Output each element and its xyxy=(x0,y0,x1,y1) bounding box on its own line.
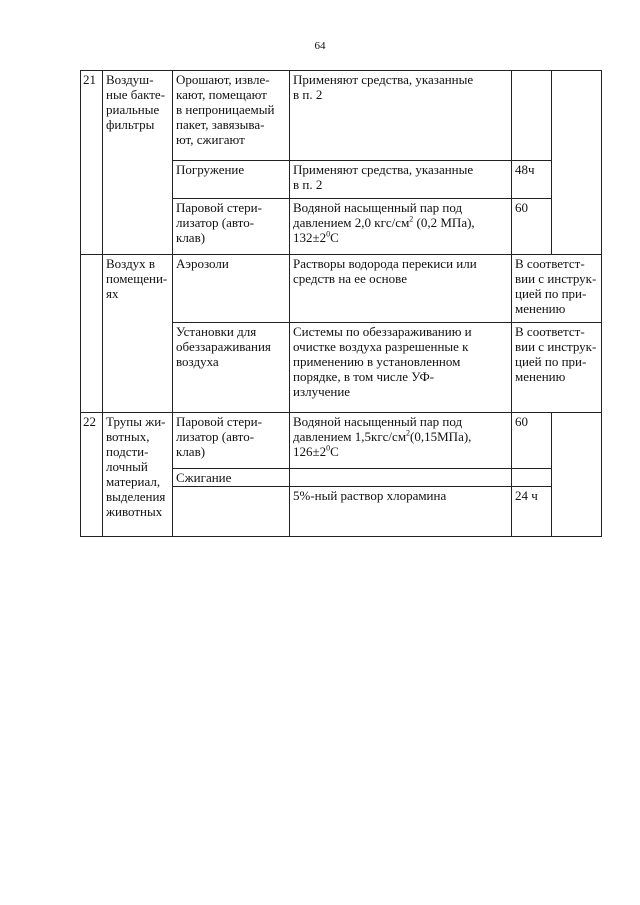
superscript: 2 xyxy=(409,214,414,224)
agent-cell xyxy=(290,199,512,255)
time-text: 48ч xyxy=(515,162,535,177)
agent-text-end: С xyxy=(330,444,339,459)
time-cell xyxy=(512,71,552,161)
time-cell xyxy=(512,161,552,199)
agent-text: Системы по обеззараживанию и очистке воздуха разрешенные к применению в установленном порядке, в том числе УФ- излучение xyxy=(293,324,472,399)
time-cell xyxy=(512,255,602,323)
agent-text-post: (0,2 МПа), 132±2 xyxy=(293,215,475,245)
object-text: Трупы жи- вотных, подсти- лочный материал, выделения животных xyxy=(106,414,166,519)
method-cell xyxy=(173,199,290,255)
method-cell xyxy=(173,161,290,199)
agent-cell xyxy=(290,469,512,487)
row-number xyxy=(81,255,103,413)
method-cell xyxy=(173,487,290,537)
method-cell xyxy=(173,323,290,413)
superscript: 0 xyxy=(326,443,331,453)
table-row xyxy=(81,71,602,161)
agent-cell xyxy=(290,255,512,323)
row-number: 22 xyxy=(81,413,103,537)
time-cell xyxy=(512,199,552,255)
method-text: Сжигание xyxy=(176,470,232,485)
method-cell xyxy=(173,71,290,161)
method-cell xyxy=(173,413,290,469)
page-number: 64 xyxy=(314,40,326,52)
method-text: Установки для обеззараживания воздуха xyxy=(176,324,271,369)
agent-text-post: (0,15МПа), 126±2 xyxy=(293,429,472,459)
agent-text: Применяют средства, указанные в п. 2 xyxy=(293,162,474,192)
row-number: 21 xyxy=(81,71,103,255)
agent-text-pre: Водяной насыщенный пар под давлением 1,5кгс/см xyxy=(293,414,463,444)
time-text: В соответст- вии с инструк- цией по при- менению xyxy=(515,256,597,316)
agent-cell xyxy=(290,71,512,161)
agent-cell xyxy=(290,323,512,413)
time-text: 24 ч xyxy=(515,488,538,503)
time-cell xyxy=(512,469,552,487)
object-cell xyxy=(103,71,173,255)
method-text: Паровой стери- лизатор (авто- клав) xyxy=(176,414,262,459)
superscript: 2 xyxy=(406,428,411,438)
agent-text: Растворы водорода перекиси или средств на ее основе xyxy=(293,256,477,286)
table-row xyxy=(81,413,602,469)
agent-text-end: С xyxy=(330,230,339,245)
disinfection-table xyxy=(80,70,602,537)
method-cell xyxy=(173,255,290,323)
blank-cell xyxy=(552,413,602,537)
agent-cell xyxy=(290,487,512,537)
object-text: Воздуш- ные бакте- риальные фильтры xyxy=(106,72,166,132)
agent-text: Применяют средства, указанные в п. 2 xyxy=(293,72,474,102)
superscript: 0 xyxy=(326,229,331,239)
time-cell xyxy=(512,323,602,413)
object-cell xyxy=(103,413,173,537)
method-text: Погружение xyxy=(176,162,245,177)
time-text: В соответст- вии с инструк- цией по при- менению xyxy=(515,324,597,384)
time-cell xyxy=(512,413,552,469)
method-text: Паровой стери- лизатор (авто- клав) xyxy=(176,200,262,245)
object-cell xyxy=(103,255,173,413)
method-text: Орошают, извле- кают, помещают в непроницаемый пакет, завязыва- ют, сжигают xyxy=(176,72,275,147)
agent-cell xyxy=(290,413,512,469)
blank-cell xyxy=(552,71,602,255)
agent-text-pre: Водяной насыщенный пар под давлением 2,0 кгс/см xyxy=(293,200,463,230)
table-row xyxy=(81,255,602,323)
time-text: 60 xyxy=(515,414,528,429)
time-cell xyxy=(512,487,552,537)
method-text: Аэрозоли xyxy=(176,256,229,271)
agent-text: 5%-ный раствор хлорамина xyxy=(293,488,447,503)
time-text: 60 xyxy=(515,200,528,215)
agent-cell xyxy=(290,161,512,199)
method-cell xyxy=(173,469,290,487)
object-text: Воздух в помещени- ях xyxy=(106,256,168,301)
